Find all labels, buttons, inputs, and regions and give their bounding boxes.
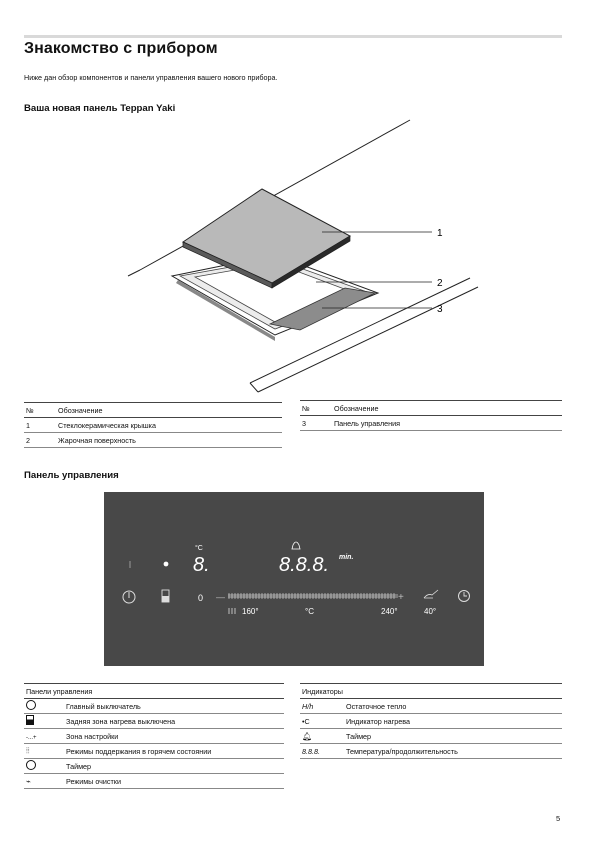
scale-240: 240° — [381, 607, 398, 616]
timer-icon — [26, 760, 36, 770]
cell-number: 2 — [24, 433, 56, 448]
keep-warm-icon — [229, 608, 235, 614]
table-row — [300, 416, 562, 431]
col-header-number: № — [300, 401, 332, 416]
legend-indicators-title: Индикаторы — [300, 684, 562, 699]
section-heading-control-panel: Панель управления — [24, 470, 119, 481]
page-number: 5 — [556, 814, 561, 823]
rear-zone-icon — [26, 715, 34, 725]
legend-row — [300, 744, 562, 759]
legend-label: Зона настройки — [64, 729, 284, 744]
intro-text: Ниже дан обзор компонентов и панели управления вашего нового прибора. — [24, 73, 278, 82]
scale-160: 160° — [242, 607, 259, 616]
legend-label: Задняя зона нагрева выключена — [64, 714, 284, 729]
legend-row — [24, 759, 284, 774]
legend-row — [24, 699, 284, 714]
bell-icon — [292, 542, 300, 549]
col-header-number: № — [24, 403, 56, 418]
legend-label: Таймер — [64, 759, 284, 774]
callout-1: 1 — [437, 228, 443, 239]
timer-digit-display: 8.8.8. — [279, 554, 330, 576]
legend-row — [24, 774, 284, 789]
legend-label: Главный выключатель — [64, 699, 284, 714]
cleaning-icon: ⌁ — [26, 776, 31, 786]
indicator-symbol: 8.8.8. — [300, 744, 344, 759]
legend-row — [24, 729, 284, 744]
legend-label: Режимы поддержания в горячем состоянии — [64, 744, 284, 759]
legend-label: Температура/продолжительность — [344, 744, 562, 759]
keep-warm-icon: ⦙⦙ — [26, 746, 30, 755]
legend-label: Таймер — [344, 729, 562, 744]
legend-controls-table — [24, 683, 284, 789]
parts-table-left — [24, 402, 282, 448]
indicator-symbol: H/h — [300, 699, 344, 714]
section-heading-appliance: Ваша новая панель Teppan Yaki — [24, 103, 176, 114]
appliance-illustration — [0, 115, 595, 400]
table-header-row — [300, 401, 562, 416]
cell-name: Стеклокерамическая крышка — [56, 418, 282, 433]
legend-row — [24, 744, 284, 759]
legend-row — [24, 714, 284, 729]
indicator-symbol: •C — [300, 714, 344, 729]
legend-row — [300, 714, 562, 729]
cell-name: Панель управления — [332, 416, 562, 431]
bright-dot — [164, 562, 169, 567]
legend-row — [300, 699, 562, 714]
top-rule — [24, 35, 562, 38]
power-icon — [26, 700, 36, 710]
callout-2: 2 — [437, 278, 443, 289]
zero-label: 0 — [198, 593, 204, 603]
table-header-row — [24, 403, 282, 418]
plus-label: + — [398, 592, 404, 603]
cell-number: 1 — [24, 418, 56, 433]
bell-icon: 🔔︎ — [302, 731, 313, 741]
table-row — [24, 418, 282, 433]
legend-label: Остаточное тепло — [344, 699, 562, 714]
legend-label: Режимы очистки — [64, 774, 284, 789]
control-panel-image — [104, 492, 484, 666]
setting-zone-icon: -...+ — [26, 734, 37, 741]
col-header-name: Обозначение — [332, 401, 562, 416]
legend-controls-title: Панели управления — [24, 684, 284, 699]
temp-digit-display: 8. — [193, 554, 210, 576]
callout-3: 3 — [437, 304, 443, 315]
cell-name: Жарочная поверхность — [56, 433, 282, 448]
cleaning-icon — [424, 590, 438, 598]
cell-number: 3 — [300, 416, 332, 431]
scale-40: 40° — [424, 607, 437, 616]
table-row — [24, 433, 282, 448]
legend-row — [300, 729, 562, 744]
legend-label: Индикатор нагрева — [344, 714, 562, 729]
legend-indicators-table — [300, 683, 562, 759]
degree-label: °C — [195, 545, 203, 552]
col-header-name: Обозначение — [56, 403, 282, 418]
scale-celsius: °C — [305, 607, 314, 616]
minus-label: — — [216, 592, 225, 602]
parts-table-right — [300, 400, 562, 431]
min-label: min. — [339, 554, 354, 561]
page-title: Знакомство с прибором — [24, 40, 218, 57]
